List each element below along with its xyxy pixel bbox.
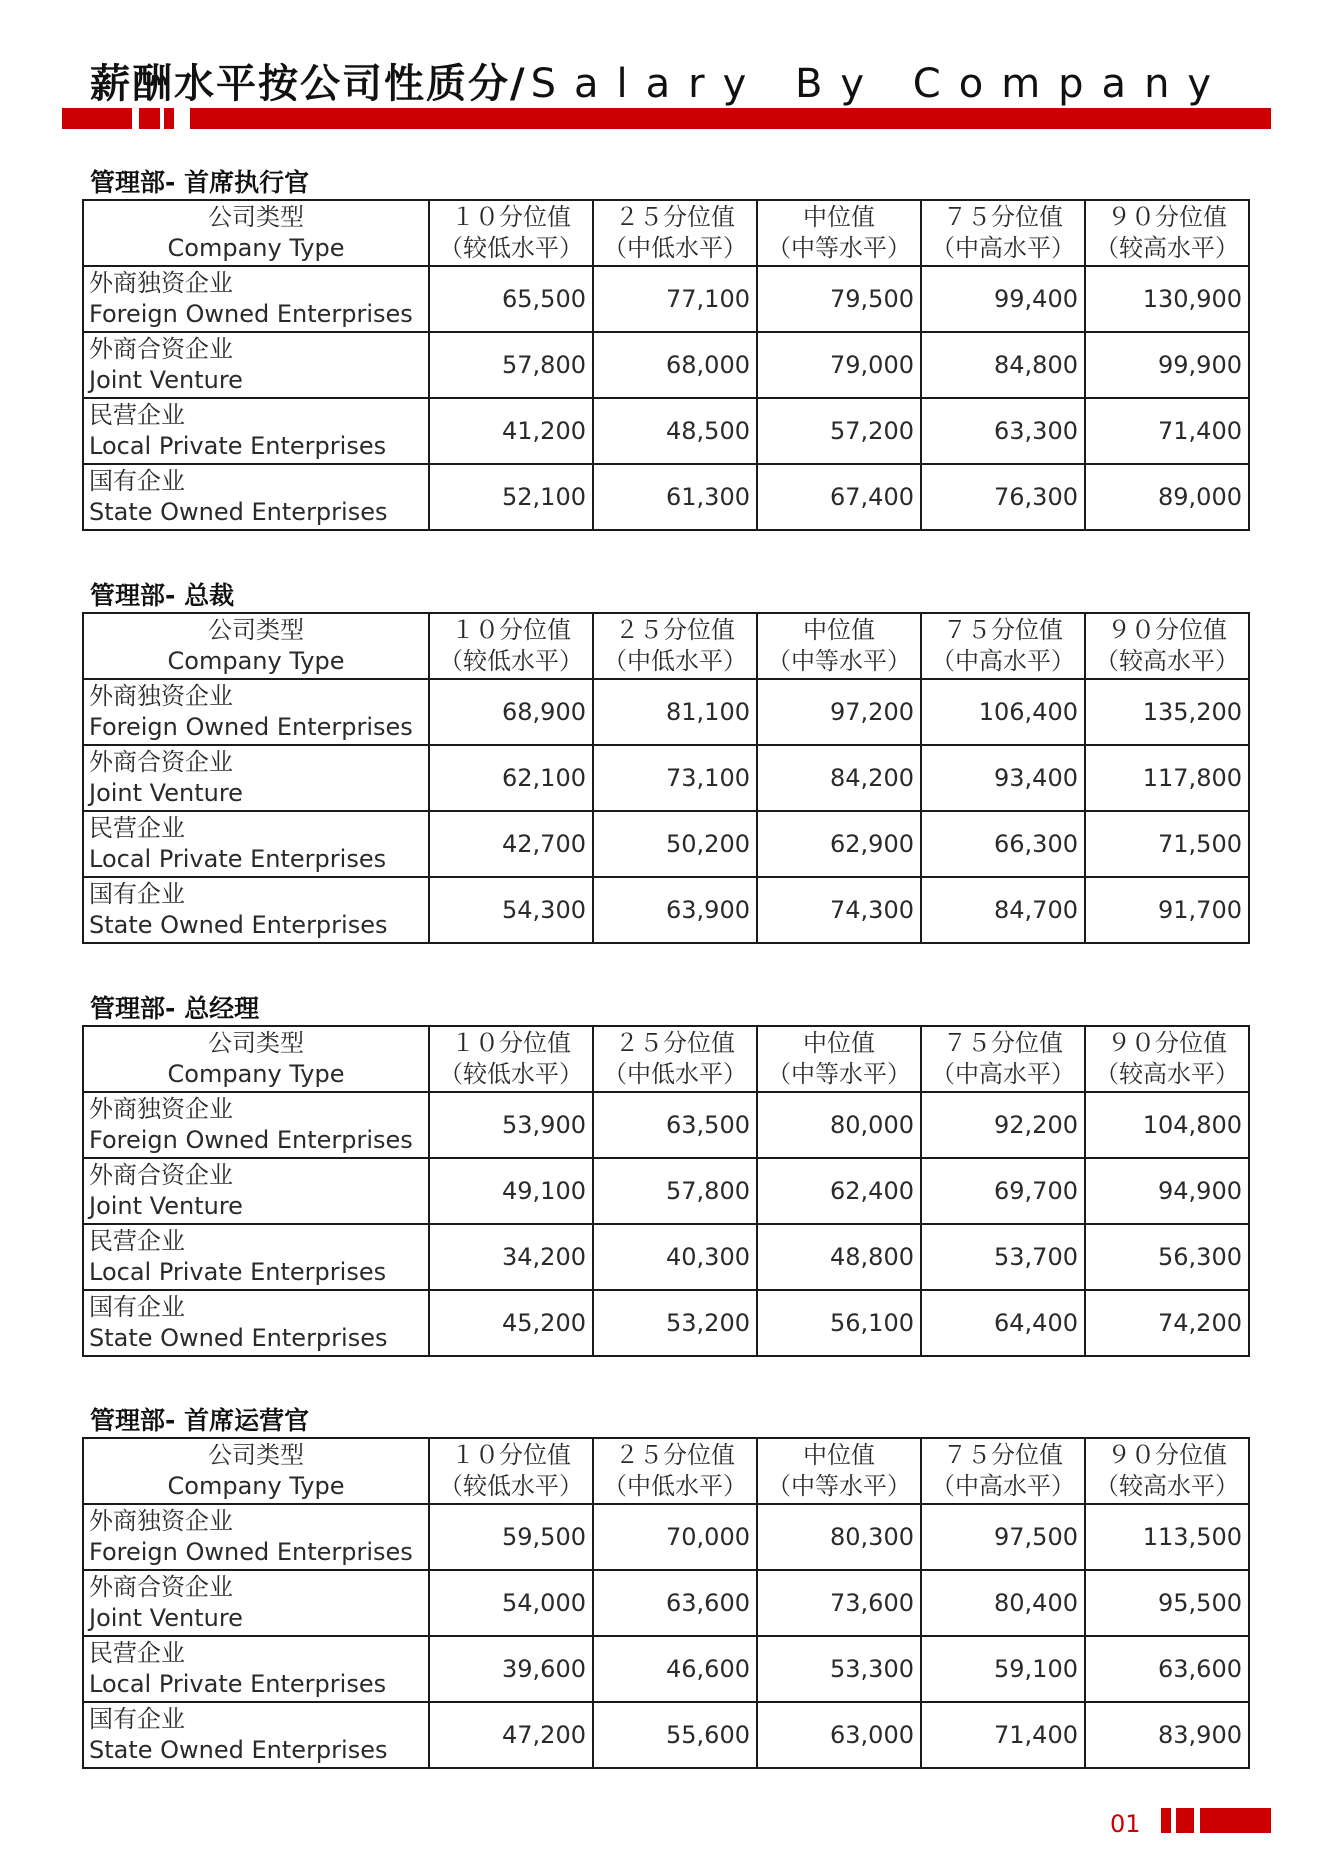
section-title-coo: 管理部- 首席运营官	[90, 1406, 310, 1435]
value-cell: 62,400	[757, 1158, 921, 1224]
value-cell: 74,200	[1085, 1290, 1249, 1356]
salary-table-president	[82, 612, 1250, 944]
header-p75: ７５分位值 （中高水平）	[921, 613, 1085, 679]
header-p90: ９０分位值 （较高水平）	[1085, 613, 1249, 679]
value-cell: 64,400	[921, 1290, 1085, 1356]
header-p10: １０分位值 （较低水平）	[429, 200, 593, 266]
header-bar-main	[190, 108, 1271, 129]
section-title-general-manager: 管理部- 总经理	[90, 994, 260, 1023]
value-cell: 99,900	[1085, 332, 1249, 398]
header-median: 中位值 （中等水平）	[757, 200, 921, 266]
value-cell: 63,300	[921, 398, 1085, 464]
company-type-cell: 民营企业 Local Private Enterprises	[83, 1636, 429, 1702]
value-cell: 97,200	[757, 679, 921, 745]
table-row	[83, 332, 1249, 398]
value-cell: 53,900	[429, 1092, 593, 1158]
value-cell: 54,300	[429, 877, 593, 943]
value-cell: 54,000	[429, 1570, 593, 1636]
header-bar-block-1	[139, 108, 160, 129]
company-type-cell: 外商合资企业 Joint Venture	[83, 745, 429, 811]
header-company-type: 公司类型 Company Type	[83, 1438, 429, 1504]
value-cell: 61,300	[593, 464, 757, 530]
value-cell: 40,300	[593, 1224, 757, 1290]
table-row	[83, 1636, 1249, 1702]
value-cell: 80,300	[757, 1504, 921, 1570]
header-p10: １０分位值 （较低水平）	[429, 1438, 593, 1504]
value-cell: 41,200	[429, 398, 593, 464]
company-type-cell: 民营企业 Local Private Enterprises	[83, 811, 429, 877]
table-header-row	[83, 1026, 1249, 1092]
header-p25: ２５分位值 （中低水平）	[593, 613, 757, 679]
header-company-type: 公司类型 Company Type	[83, 613, 429, 679]
header-p25: ２５分位值 （中低水平）	[593, 1438, 757, 1504]
value-cell: 59,500	[429, 1504, 593, 1570]
header-median: 中位值 （中等水平）	[757, 1026, 921, 1092]
header-p25: ２５分位值 （中低水平）	[593, 1026, 757, 1092]
company-type-cell: 国有企业 State Owned Enterprises	[83, 1290, 429, 1356]
header-bar-block-2	[164, 108, 174, 129]
value-cell: 63,900	[593, 877, 757, 943]
table-row	[83, 1224, 1249, 1290]
value-cell: 53,300	[757, 1636, 921, 1702]
value-cell: 52,100	[429, 464, 593, 530]
table-row	[83, 679, 1249, 745]
table-row	[83, 266, 1249, 332]
value-cell: 84,700	[921, 877, 1085, 943]
value-cell: 73,100	[593, 745, 757, 811]
value-cell: 113,500	[1085, 1504, 1249, 1570]
value-cell: 80,000	[757, 1092, 921, 1158]
header-p25: ２５分位值 （中低水平）	[593, 200, 757, 266]
value-cell: 63,500	[593, 1092, 757, 1158]
company-type-cell: 外商合资企业 Joint Venture	[83, 1570, 429, 1636]
footer-bar-main	[1200, 1808, 1271, 1833]
value-cell: 49,100	[429, 1158, 593, 1224]
value-cell: 81,100	[593, 679, 757, 745]
page-number: 01	[1110, 1810, 1141, 1838]
value-cell: 130,900	[1085, 266, 1249, 332]
value-cell: 70,000	[593, 1504, 757, 1570]
value-cell: 53,200	[593, 1290, 757, 1356]
value-cell: 71,400	[1085, 398, 1249, 464]
value-cell: 62,900	[757, 811, 921, 877]
table-row	[83, 1158, 1249, 1224]
header-median: 中位值 （中等水平）	[757, 613, 921, 679]
footer-bar-block-2	[1176, 1808, 1194, 1833]
value-cell: 56,300	[1085, 1224, 1249, 1290]
header-p75: ７５分位值 （中高水平）	[921, 200, 1085, 266]
company-type-cell: 外商独资企业 Foreign Owned Enterprises	[83, 266, 429, 332]
value-cell: 48,800	[757, 1224, 921, 1290]
value-cell: 94,900	[1085, 1158, 1249, 1224]
table-row	[83, 877, 1249, 943]
value-cell: 34,200	[429, 1224, 593, 1290]
header-p75: ７５分位值 （中高水平）	[921, 1438, 1085, 1504]
value-cell: 63,600	[593, 1570, 757, 1636]
value-cell: 104,800	[1085, 1092, 1249, 1158]
header-p90: ９０分位值 （较高水平）	[1085, 1026, 1249, 1092]
value-cell: 97,500	[921, 1504, 1085, 1570]
salary-table-general-manager	[82, 1025, 1250, 1357]
value-cell: 46,600	[593, 1636, 757, 1702]
value-cell: 50,200	[593, 811, 757, 877]
value-cell: 92,200	[921, 1092, 1085, 1158]
table-row	[83, 745, 1249, 811]
value-cell: 73,600	[757, 1570, 921, 1636]
company-type-cell: 国有企业 State Owned Enterprises	[83, 877, 429, 943]
value-cell: 84,800	[921, 332, 1085, 398]
table-header-row	[83, 200, 1249, 266]
header-company-type: 公司类型 Company Type	[83, 200, 429, 266]
value-cell: 79,000	[757, 332, 921, 398]
header-p75: ７５分位值 （中高水平）	[921, 1026, 1085, 1092]
company-type-cell: 民营企业 Local Private Enterprises	[83, 1224, 429, 1290]
section-title-president: 管理部- 总裁	[90, 581, 235, 610]
header-bar-left	[62, 108, 132, 129]
table-row	[83, 398, 1249, 464]
value-cell: 99,400	[921, 266, 1085, 332]
value-cell: 63,600	[1085, 1636, 1249, 1702]
header-company-type: 公司类型 Company Type	[83, 1026, 429, 1092]
value-cell: 71,400	[921, 1702, 1085, 1768]
table-row	[83, 1092, 1249, 1158]
value-cell: 57,800	[593, 1158, 757, 1224]
value-cell: 62,100	[429, 745, 593, 811]
value-cell: 69,700	[921, 1158, 1085, 1224]
value-cell: 42,700	[429, 811, 593, 877]
value-cell: 71,500	[1085, 811, 1249, 877]
value-cell: 66,300	[921, 811, 1085, 877]
table-row	[83, 1290, 1249, 1356]
value-cell: 68,900	[429, 679, 593, 745]
salary-table-coo	[82, 1437, 1250, 1769]
value-cell: 80,400	[921, 1570, 1085, 1636]
header-p90: ９０分位值 （较高水平）	[1085, 200, 1249, 266]
company-type-cell: 国有企业 State Owned Enterprises	[83, 464, 429, 530]
table-header-row	[83, 1438, 1249, 1504]
table-row	[83, 1504, 1249, 1570]
value-cell: 68,000	[593, 332, 757, 398]
table-row	[83, 811, 1249, 877]
value-cell: 65,500	[429, 266, 593, 332]
value-cell: 117,800	[1085, 745, 1249, 811]
value-cell: 89,000	[1085, 464, 1249, 530]
value-cell: 56,100	[757, 1290, 921, 1356]
company-type-cell: 外商独资企业 Foreign Owned Enterprises	[83, 1092, 429, 1158]
table-row	[83, 464, 1249, 530]
value-cell: 135,200	[1085, 679, 1249, 745]
value-cell: 93,400	[921, 745, 1085, 811]
value-cell: 48,500	[593, 398, 757, 464]
value-cell: 45,200	[429, 1290, 593, 1356]
table-row	[83, 1570, 1249, 1636]
salary-table-ceo	[82, 199, 1250, 531]
company-type-cell: 民营企业 Local Private Enterprises	[83, 398, 429, 464]
value-cell: 53,700	[921, 1224, 1085, 1290]
header-p10: １０分位值 （较低水平）	[429, 613, 593, 679]
header-p10: １０分位值 （较低水平）	[429, 1026, 593, 1092]
company-type-cell: 外商独资企业 Foreign Owned Enterprises	[83, 679, 429, 745]
footer-bar-block-1	[1161, 1808, 1171, 1833]
value-cell: 83,900	[1085, 1702, 1249, 1768]
value-cell: 57,200	[757, 398, 921, 464]
value-cell: 84,200	[757, 745, 921, 811]
company-type-cell: 外商合资企业 Joint Venture	[83, 1158, 429, 1224]
page-title-cn: 薪酬水平按公司性质分/	[90, 61, 527, 107]
page-title	[90, 52, 1229, 109]
header-p90: ９０分位值 （较高水平）	[1085, 1438, 1249, 1504]
table-row	[83, 1702, 1249, 1768]
company-type-cell: 外商独资企业 Foreign Owned Enterprises	[83, 1504, 429, 1570]
value-cell: 63,000	[757, 1702, 921, 1768]
value-cell: 77,100	[593, 266, 757, 332]
value-cell: 59,100	[921, 1636, 1085, 1702]
value-cell: 47,200	[429, 1702, 593, 1768]
section-title-ceo: 管理部- 首席执行官	[90, 168, 310, 197]
page-title-en: Salary By Company	[530, 61, 1230, 107]
value-cell: 79,500	[757, 266, 921, 332]
table-header-row	[83, 613, 1249, 679]
value-cell: 57,800	[429, 332, 593, 398]
header-median: 中位值 （中等水平）	[757, 1438, 921, 1504]
value-cell: 55,600	[593, 1702, 757, 1768]
company-type-cell: 国有企业 State Owned Enterprises	[83, 1702, 429, 1768]
value-cell: 95,500	[1085, 1570, 1249, 1636]
value-cell: 67,400	[757, 464, 921, 530]
value-cell: 91,700	[1085, 877, 1249, 943]
company-type-cell: 外商合资企业 Joint Venture	[83, 332, 429, 398]
value-cell: 39,600	[429, 1636, 593, 1702]
value-cell: 74,300	[757, 877, 921, 943]
value-cell: 106,400	[921, 679, 1085, 745]
value-cell: 76,300	[921, 464, 1085, 530]
